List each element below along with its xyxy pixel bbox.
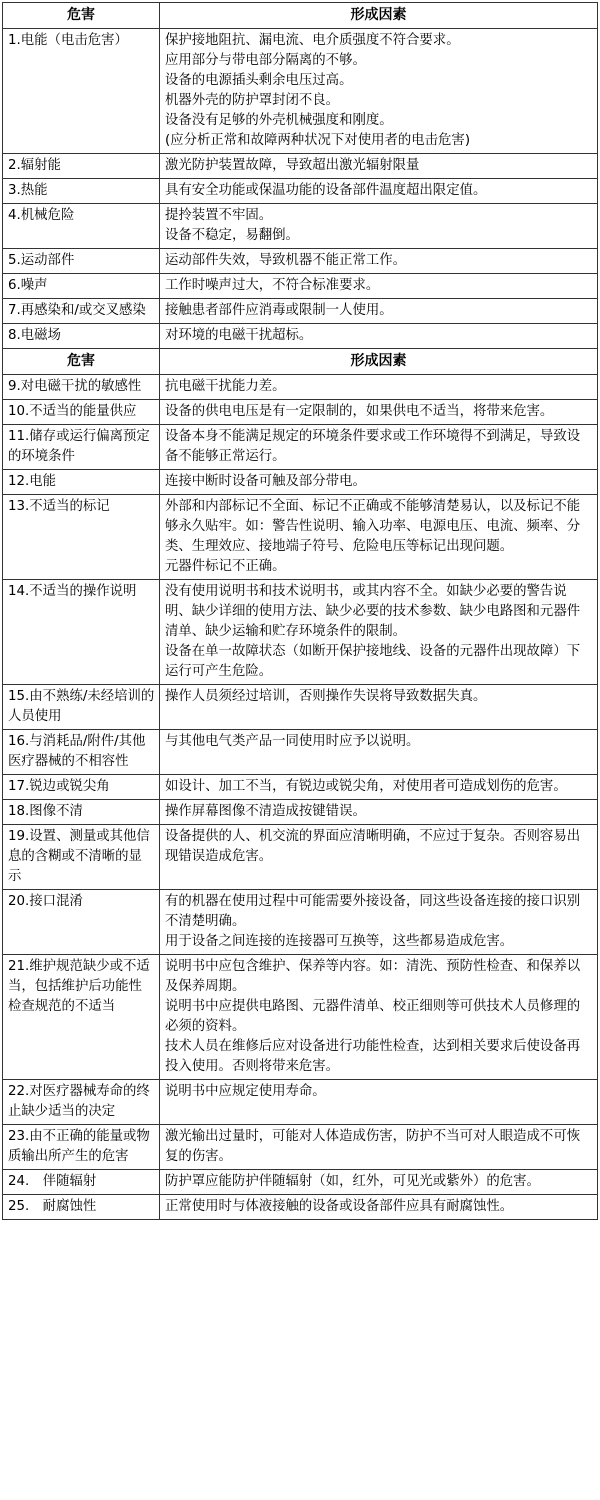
- factor-cell: [160, 29, 598, 154]
- factor-line: 与其他电气类产品一同使用时应予以说明。: [165, 734, 420, 749]
- hazard-cell: 10.不适当的能量供应: [3, 400, 160, 425]
- factor-cell: [160, 890, 598, 955]
- factor-cell: [160, 1125, 598, 1170]
- factor-cell: [160, 299, 598, 324]
- factor-line: 用于设备之间连接的连接器可互换等，这些都易造成危害。: [165, 934, 514, 949]
- hazard-cell: 16.与消耗品/附件/其他医疗器械的不相容性: [3, 730, 160, 775]
- table-row: [3, 495, 598, 580]
- factor-line: 操作屏幕图像不清造成按键错误。: [165, 804, 366, 819]
- table-header-row: [3, 3, 598, 29]
- factor-cell: [160, 324, 598, 349]
- factor-cell: [160, 249, 598, 274]
- factor-line: 设备的供电电压是有一定限制的，如果供电不适当，将带来危害。: [165, 404, 554, 419]
- table-row: [3, 580, 598, 685]
- table-row: [3, 204, 598, 249]
- table-row: [3, 29, 598, 154]
- factor-line: 说明书中应包含维护、保养等内容。如：清洗、预防性检查、和保养以及保养周期。: [165, 959, 581, 994]
- header-hazard: 危害: [3, 349, 160, 375]
- factor-line: 连接中断时设备可触及部分带电。: [165, 474, 366, 489]
- factor-line: 说明书中应规定使用寿命。: [165, 1084, 326, 1099]
- table-header-row: [3, 349, 598, 375]
- table-row: [3, 890, 598, 955]
- hazard-cell: 13.不适当的标记: [3, 495, 160, 580]
- factor-line: 设备在单一故障状态（如断开保护接地线、设备的元器件出现故障）下运行可产生危险。: [165, 644, 581, 679]
- factor-line: 如设计、加工不当，有锐边或锐尖角，对使用者可造成划伤的危害。: [165, 779, 567, 794]
- factor-cell: [160, 730, 598, 775]
- hazard-cell: 8.电磁场: [3, 324, 160, 349]
- factor-line: 机器外壳的防护罩封闭不良。: [165, 93, 340, 108]
- factor-cell: [160, 375, 598, 400]
- table-row: [3, 1170, 598, 1195]
- factor-line: 保护接地阻抗、漏电流、电介质强度不符合要求。: [165, 33, 460, 48]
- hazard-cell: 15.由不熟练/未经培训的人员使用: [3, 685, 160, 730]
- factor-line: 外部和内部标记不全面、标记不正确或不能够清楚易认，以及标记不能够永久贴牢。如：警告性说明、输入功率、电源电压、电流、频率、分类、生理效应、接地端子符号、危险电压等标记出现问题。: [165, 499, 581, 554]
- hazard-cell: 6.噪声: [3, 274, 160, 299]
- table-row: [3, 425, 598, 470]
- hazard-cell: 19.设置、测量或其他信息的含糊或不清晰的显示: [3, 825, 160, 890]
- hazard-cell: 7.再感染和/或交叉感染: [3, 299, 160, 324]
- factor-cell: [160, 955, 598, 1080]
- hazard-table: [2, 2, 598, 1220]
- hazard-cell: 11.储存或运行偏离预定的环境条件: [3, 425, 160, 470]
- factor-line: 设备本身不能满足规定的环境条件要求或工作环境得不到满足，导致设备不能够正常运行。: [165, 429, 581, 464]
- factor-cell: [160, 400, 598, 425]
- table-row: [3, 1080, 598, 1125]
- factor-cell: [160, 495, 598, 580]
- table-row: [3, 375, 598, 400]
- table-row: [3, 685, 598, 730]
- factor-cell: [160, 154, 598, 179]
- factor-line: 设备的电源插头剩余电压过高。: [165, 73, 353, 88]
- factor-line: 防护罩应能防护伴随辐射（如，红外，可见光或紫外）的危害。: [165, 1174, 540, 1189]
- hazard-cell: 23.由不正确的能量或物质输出所产生的危害: [3, 1125, 160, 1170]
- table-row: [3, 955, 598, 1080]
- factor-line: 运动部件失效，导致机器不能正常工作。: [165, 253, 407, 268]
- factor-cell: [160, 1195, 598, 1220]
- table-row: [3, 154, 598, 179]
- factor-cell: [160, 1170, 598, 1195]
- header-factor: 形成因素: [160, 3, 598, 29]
- hazard-cell: 21.维护规范缺少或不适当，包括维护后功能性检查规范的不适当: [3, 955, 160, 1080]
- factor-line: 设备不稳定，易翻倒。: [165, 228, 299, 243]
- factor-line: 元器件标记不正确。: [165, 559, 286, 574]
- factor-line: 设备没有足够的外壳机械强度和刚度。: [165, 113, 393, 128]
- hazard-cell: 12.电能: [3, 470, 160, 495]
- hazard-cell: 9.对电磁干扰的敏感性: [3, 375, 160, 400]
- factor-line: 接触患者部件应消毒或限制一人使用。: [165, 303, 393, 318]
- table-row: [3, 249, 598, 274]
- factor-line: 激光输出过量时，可能对人体造成伤害，防护不当可对人眼造成不可恢复的伤害。: [165, 1129, 581, 1164]
- table-row: [3, 1195, 598, 1220]
- factor-line: 正常使用时与体液接触的设备或设备部件应具有耐腐蚀性。: [165, 1199, 514, 1214]
- factor-cell: [160, 775, 598, 800]
- table-row: [3, 825, 598, 890]
- table-row: [3, 299, 598, 324]
- table-row: [3, 800, 598, 825]
- hazard-cell: 4.机械危险: [3, 204, 160, 249]
- factor-line: 具有安全功能或保温功能的设备部件温度超出限定值。: [165, 183, 487, 198]
- table-row: [3, 730, 598, 775]
- factor-line: 工作时噪声过大，不符合标准要求。: [165, 278, 380, 293]
- header-factor: 形成因素: [160, 349, 598, 375]
- factor-line: 对环境的电磁干扰超标。: [165, 328, 313, 343]
- factor-line: 有的机器在使用过程中可能需要外接设备，同这些设备连接的接口识别不清楚明确。: [165, 894, 581, 929]
- factor-line: 应用部分与带电部分隔离的不够。: [165, 53, 366, 68]
- table-row: [3, 1125, 598, 1170]
- factor-cell: [160, 580, 598, 685]
- factor-line: 抗电磁干扰能力差。: [165, 379, 286, 394]
- factor-cell: [160, 470, 598, 495]
- hazard-cell: 2.辐射能: [3, 154, 160, 179]
- hazard-cell: 17.锐边或锐尖角: [3, 775, 160, 800]
- factor-cell: [160, 825, 598, 890]
- factor-line: 操作人员须经过培训，否则操作失误将导致数据失真。: [165, 689, 487, 704]
- factor-line: 激光防护装置故障，导致超出激光辐射限量: [165, 158, 420, 173]
- factor-cell: [160, 685, 598, 730]
- hazard-cell: 14.不适当的操作说明: [3, 580, 160, 685]
- factor-line: 没有使用说明书和技术说明书，或其内容不全。如缺少必要的警告说明、缺少详细的使用方法、缺少必要的技术参数、缺少电路图和元器件清单、缺少运输和贮存环境条件的限制。: [165, 584, 581, 639]
- factor-line: (应分析正常和故障两种状况下对使用者的电击危害): [165, 133, 471, 148]
- factor-cell: [160, 204, 598, 249]
- hazard-cell: 24. 伴随辐射: [3, 1170, 160, 1195]
- factor-line: 说明书中应提供电路图、元器件清单、校正细则等可供技术人员修理的必须的资料。: [165, 999, 581, 1034]
- factor-cell: [160, 425, 598, 470]
- factor-cell: [160, 800, 598, 825]
- hazard-cell: 25. 耐腐蚀性: [3, 1195, 160, 1220]
- factor-cell: [160, 179, 598, 204]
- hazard-cell: 5.运动部件: [3, 249, 160, 274]
- hazard-cell: 18.图像不清: [3, 800, 160, 825]
- factor-cell: [160, 1080, 598, 1125]
- header-hazard: 危害: [3, 3, 160, 29]
- table-row: [3, 470, 598, 495]
- table-row: [3, 179, 598, 204]
- table-row: [3, 324, 598, 349]
- hazard-cell: 1.电能（电击危害）: [3, 29, 160, 154]
- table-row: [3, 274, 598, 299]
- table-row: [3, 775, 598, 800]
- factor-line: 技术人员在维修后应对设备进行功能性检查，达到相关要求后使设备再投入使用。否则将带来危害。: [165, 1039, 581, 1074]
- hazard-cell: 3.热能: [3, 179, 160, 204]
- factor-line: 提拎装置不牢固。: [165, 208, 273, 223]
- factor-line: 设备提供的人、机交流的界面应清晰明确，不应过于复杂。否则容易出现错误造成危害。: [165, 829, 581, 864]
- hazard-cell: 20.接口混淆: [3, 890, 160, 955]
- table-row: [3, 400, 598, 425]
- factor-cell: [160, 274, 598, 299]
- hazard-cell: 22.对医疗器械寿命的终止缺少适当的决定: [3, 1080, 160, 1125]
